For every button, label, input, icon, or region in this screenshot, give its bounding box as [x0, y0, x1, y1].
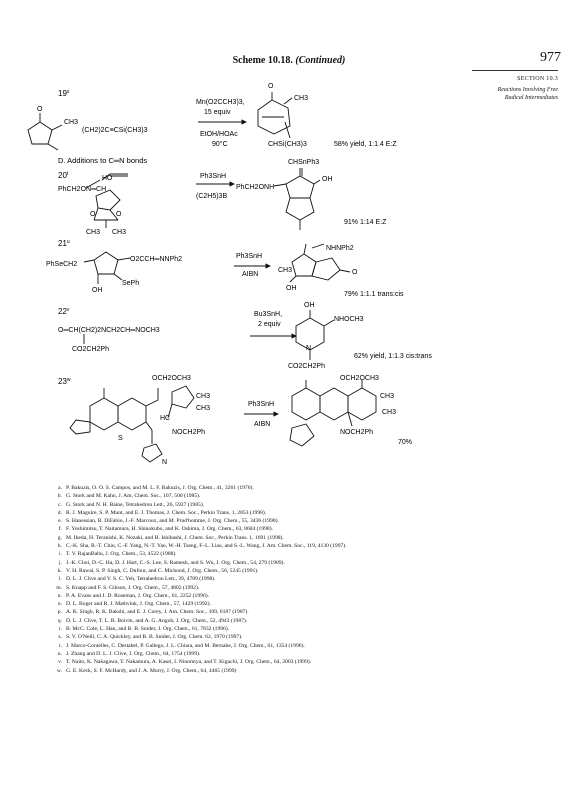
reference-text: J. Marco-Contelles, C. Destabel, P. Gallego, J. L. Chiara, and M. Bernabe, J. Org. Chem., 61, 1354 (1996).	[66, 642, 305, 649]
reference-text: S. Knapp and F. S. Gibson, J. Org. Chem., 57, 4802 (1992).	[66, 584, 200, 591]
reference-item	[52, 617, 542, 625]
reaction-result: 91% 1:14 E:Z	[344, 219, 387, 226]
reference-text: S. Hanessian, R. DiFabio, J.-F. Marcoux, and M. Prud'homme, J. Org. Chem., 55, 3436 (1990).	[66, 518, 279, 525]
product-hydrazine: NHNPh2	[326, 245, 354, 252]
reference-label: d.	[57, 509, 62, 516]
reactant-side-chain: (CH2)2C≡CSi(CH3)3	[82, 127, 148, 134]
reagent: Mn(O2CCH3)3,	[196, 99, 245, 106]
reference-item	[52, 625, 542, 633]
reference-text: P. A. Evans and J. D. Roseman, J. Org. Chem., 61, 2252 (1996).	[66, 592, 209, 599]
ring-oxygen: O	[116, 211, 122, 218]
reference-item	[52, 550, 542, 558]
reference-label: q.	[57, 617, 62, 624]
reference-text: D. L. J. Clive, T. L. B. Boivin, and A. G. Angoh, J. Org. Chem., 52, 4943 (1987).	[66, 617, 248, 624]
product-vinylsilane: CHSi(CH3)3	[268, 141, 307, 148]
reactant-carbamate: CO2CH2Ph	[72, 346, 109, 353]
reference-text: D. L. Boger and R. J. Mathvink, J. Org. Chem., 57, 1429 (1992).	[66, 601, 211, 608]
running-head-line2: Radical Intermediates	[504, 95, 558, 102]
methyl: CH3	[382, 409, 397, 416]
reference-text: B. McC. Cole, L. Han, and B. B. Snider, J. Org. Chem., 61, 7832 (1996).	[66, 626, 230, 633]
reference-item	[52, 567, 542, 575]
reference-label: e.	[58, 518, 62, 525]
reactant-methyl: CH3	[64, 119, 79, 126]
reference-item	[52, 492, 542, 500]
reference-item	[52, 501, 542, 509]
reference-text: D. L. J. Clive and V. S. C. Yeh, Tetrahedron Lett., 39, 4789 (1998).	[66, 576, 216, 583]
reference-label: j.	[59, 559, 62, 566]
running-head-line1: Reactions Involving Free	[497, 87, 558, 93]
reagent: AIBN	[254, 421, 271, 428]
entry-label: 21$^u$	[58, 239, 70, 248]
reference-label: h.	[57, 543, 62, 550]
reference-label: a.	[58, 485, 62, 491]
reference-item	[52, 584, 542, 592]
product-hydroxyl: OH	[322, 176, 333, 183]
reference-label: t.	[59, 642, 62, 649]
product-carbamate: CO2CH2Ph	[288, 363, 325, 370]
reference-label: w.	[56, 667, 62, 674]
reagent: Bu3SnH,	[254, 311, 283, 318]
reference-text: T. Naito, K. Nakagawa, T. Nakamura, A. Kasei, I. Ninomiya, and T. Kiguchi, J. Org. Chem., 64, 2003 (1999).	[66, 659, 312, 666]
reference-text: G. E. Keck, S. F. McHardy, and J. A. Murry, J. Org. Chem., 64, 4465 (1999)	[66, 667, 237, 674]
product-stannyl: CHSnPh3	[288, 159, 320, 166]
reactant-ketone-o: O	[37, 106, 43, 113]
reference-label: k.	[57, 567, 62, 574]
reference-label: o.	[57, 601, 62, 608]
reactant-mom-ether: OCH2OCH3	[152, 375, 191, 382]
scheme-title-text: Scheme 10.18.	[232, 55, 293, 66]
reagent: (C2H5)3B	[196, 193, 228, 200]
reactant-thiocarbonyl: S	[118, 435, 123, 442]
reference-item	[52, 542, 542, 550]
reference-text: P. Bakuzis, O. O. S. Campos, and M. L. F. Bakuzis, J. Org. Chem., 41, 3261 (1976).	[66, 485, 254, 491]
reference-label: p.	[57, 609, 62, 616]
reference-item	[52, 608, 542, 616]
product-amine: PhCH2ONH	[236, 184, 275, 191]
reference-text: F. Yoshimitsu, T. Naitamura, H. Shinokubo, and K. Oshima, J. Org. Chem., 63, 8604 (1998).	[66, 526, 273, 533]
reference-item	[52, 509, 542, 517]
page-number: 977	[540, 50, 561, 65]
reference-text: S. V. O'Neill, C. A. Quickley, and B. B. Snider, J. Org. Chem. 62, 1970 (1997).	[66, 634, 243, 641]
reference-label: i.	[59, 551, 62, 558]
methyl: CH3	[86, 229, 101, 236]
reference-item	[52, 592, 542, 600]
reference-text: G. Stork and N. H. Baine, Tetrahedron Lett., 26, 5927 (1985).	[66, 501, 205, 508]
ring-oxygen: O	[90, 211, 96, 218]
reagent: AIBN	[242, 271, 259, 278]
reactant-hydroxyl: OH	[92, 287, 103, 294]
product-methyl: CH3	[294, 95, 309, 102]
reference-item	[52, 667, 542, 675]
product-methyl: CH3	[278, 267, 293, 274]
reference-item	[52, 525, 542, 533]
entry-label: 22$^v$	[58, 307, 70, 316]
methyl: CH3	[112, 229, 127, 236]
product-ketone-o: O	[268, 83, 274, 90]
reference-item	[52, 484, 542, 492]
reference-label: l.	[59, 576, 62, 583]
reactant-hc: HC	[160, 415, 171, 422]
methyl: CH3	[380, 393, 395, 400]
reactant-oxime: PhCH2ON═CH	[58, 186, 107, 193]
entry-label: 23$^w$	[58, 377, 71, 386]
product-nitrogen: N	[306, 345, 312, 352]
reactant-seph: SePh	[122, 280, 140, 287]
reactant-aldehyde-oxime: O═CH(CH2)2NCH2CH═NOCH3	[58, 327, 160, 334]
reaction-result: 62% yield, 1:1.3 cis:trans	[354, 353, 432, 360]
product-carbonyl-o: O	[352, 269, 358, 276]
reaction-result: 79% 1:1.1 trans:cis	[344, 291, 404, 298]
product-oxime-ether: NOCH2Ph	[340, 429, 374, 436]
reactant-ester: O2CCH═NNPh2	[130, 256, 183, 263]
reference-item	[52, 633, 542, 641]
methyl: CH3	[196, 393, 211, 400]
product-hydroxylamine: NHOCH3	[334, 316, 364, 323]
reagent: EtOH/HOAc	[200, 131, 238, 138]
reference-text: C.-K. Sha, R.-T. Chiu, C.-F. Yang, N.-T. Yao, W.-H. Tseng, F.-L. Liao, and S.-L. Wang, J. Am. Chem. Soc., 119, 4130 (1997).	[66, 543, 347, 550]
reference-text: T. V. RajanBabu, J. Org. Chem., 53, 4522 (1988).	[66, 551, 177, 558]
reference-item	[52, 517, 542, 525]
reactant-imidazole-n: N	[162, 459, 168, 466]
reactant-selenide: PhSeCH2	[46, 261, 78, 268]
reagent: 90°C	[212, 141, 228, 148]
entry-label: 20$^t$	[58, 171, 69, 180]
section-heading: D. Additions to C═N bonds	[58, 156, 148, 165]
reagent: 15 equiv	[204, 109, 231, 116]
reference-label: r.	[59, 626, 62, 633]
scheme-title-continued: (Continued)	[295, 55, 346, 66]
reference-text: V. H. Rawal, S. P. Singh, C. Dufour, and C. Michond, J. Org. Chem., 56, 5245 (1991).	[66, 567, 259, 574]
reference-label: b.	[57, 493, 62, 500]
reference-label: f.	[58, 526, 62, 533]
product-hydroxyl: OH	[286, 285, 297, 292]
reference-item	[52, 575, 542, 583]
reaction-result: 58% yield, 1:1.4 E:Z	[334, 141, 397, 148]
reference-label: c.	[58, 501, 62, 508]
reagent: Ph3SnH	[200, 173, 227, 180]
reference-item	[52, 534, 542, 542]
entry-label: 19$^s$	[58, 89, 70, 98]
product-mom-ether: OCH2OCH3	[340, 375, 379, 382]
reference-label: n.	[57, 592, 62, 599]
methyl: CH3	[196, 405, 211, 412]
reference-item	[52, 658, 542, 666]
reaction-result: 70%	[398, 439, 413, 446]
section-label: SECTION 10.3	[517, 76, 558, 82]
reference-item	[52, 600, 542, 608]
reference-text: R. J. Maguire, S. P. Munt, and E. J. Thomas, J. Chem. Soc., Perkin Trans. 1, 2853 (1998).	[66, 509, 267, 516]
reference-label: g.	[57, 534, 62, 541]
reference-label: v.	[58, 659, 62, 666]
reference-text: G. Stork and M. Kahn, J. Am. Chem. Soc., 107, 500 (1985).	[66, 493, 201, 500]
reference-text: M. Ikeda, H. Teranishi, K. Nozaki, and H. Ishibashi, J. Chem. Soc., Perkin Trans. 1, 1691 (1998).	[66, 534, 284, 541]
reactant-hydroxyl: HO	[102, 175, 113, 182]
reference-label: u.	[57, 650, 62, 657]
reagent: Ph3SnH	[248, 401, 275, 408]
reagent: 2 equiv	[258, 321, 281, 328]
reference-list	[52, 484, 542, 675]
reference-text: A. K. Singh, R. K. Bakshi, and E. J. Corey, J. Am. Chem. Soc., 109, 6187 (1987).	[66, 609, 249, 616]
reference-text: J. Zhang and D. L. J. Clive, J. Org. Chem., 64, 1754 (1999).	[66, 650, 201, 657]
product-hydroxyl: OH	[304, 302, 315, 309]
reference-item	[52, 642, 542, 650]
reactant-oxime-ether: NOCH2Ph	[172, 429, 206, 436]
reference-item	[52, 559, 542, 567]
reference-item	[52, 650, 542, 658]
reference-label: s.	[58, 634, 62, 641]
reference-label: m.	[56, 584, 62, 591]
reference-text: J.-K. Choi, D.-C. Ha, D. J. Hart, C.-S. Lee, S. Ramesh, and S. Wu, J. Org. Chem., 54, 279 (1989).	[66, 559, 285, 566]
reagent: Ph3SnH	[236, 253, 263, 260]
